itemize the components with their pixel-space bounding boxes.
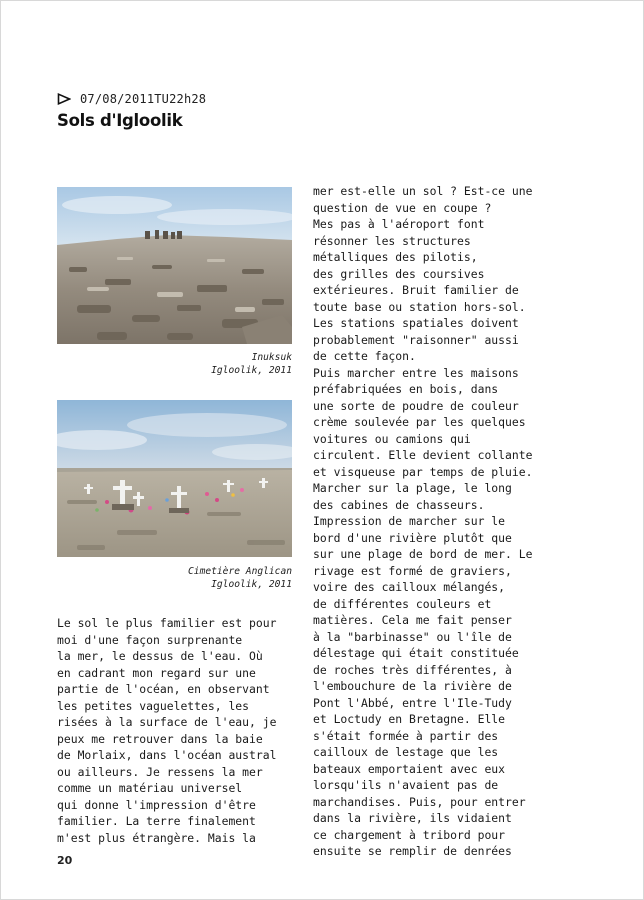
text-line-right: de roches très différentes, à — [313, 662, 512, 677]
text-line-left: familier. La terre finalement — [57, 814, 256, 828]
text-line-right: Puis marcher entre les maisons — [313, 365, 519, 380]
caption-title: Inuksuk — [251, 352, 292, 363]
text-line-right: de cette façon. — [313, 349, 416, 363]
text-line-right: bateaux emportaient avec eux — [313, 761, 506, 776]
text-line-right: délestage qui était constituée — [313, 646, 519, 660]
text-line-right: Pont l'Abbé, entre l'Ile-Tudy — [313, 695, 512, 710]
play-arrow-icon — [57, 93, 71, 105]
text-line-right: une sorte de poudre de couleur — [313, 398, 519, 413]
text-line-left: m'est plus étrangère. Mais la — [57, 830, 256, 845]
text-line-right: résonner les structures — [313, 233, 471, 248]
text-line-right: Impression de marcher sur le — [313, 514, 506, 528]
text-line-left: moi d'une façon surprenante — [57, 632, 243, 647]
text-line-right: Mes pas à l'aéroport font — [313, 217, 485, 231]
cemetery-photo — [57, 400, 292, 557]
text-line-right: ce chargement à tribord pour — [313, 827, 506, 842]
text-line-right: voire des cailloux mélangés, — [313, 580, 506, 594]
text-line-right: l'embouchure de la rivière de — [313, 679, 512, 693]
text-line-left: en cadrant mon regard sur une — [57, 665, 256, 680]
text-line-right: et Loctudy en Bretagne. Elle — [313, 712, 506, 726]
text-line-left: partie de l'océan, en observant — [57, 682, 270, 696]
text-line-right: bord d'une rivière plutôt que — [313, 530, 512, 545]
text-line-left: la mer, le dessus de l'eau. Où — [57, 649, 263, 663]
text-line-right: Marcher sur la plage, le long — [313, 481, 512, 495]
text-line-left: qui donne l'impression d'être — [57, 797, 256, 812]
text-line-right: métalliques des pilotis, — [313, 250, 478, 264]
text-line-left: risées à la surface de l'eau, je — [57, 715, 277, 729]
text-line-right: lorsqu'ils n'avaient pas de — [313, 778, 499, 792]
entry-date: 07/08/2011TU22h28 — [80, 92, 207, 106]
cemetery-caption — [57, 566, 292, 591]
text-line-left: comme un matériau universel — [57, 781, 243, 795]
text-line-right: crème soulevée par les quelques — [313, 415, 526, 429]
text-line-left: ou ailleurs. Je ressens la mer — [57, 764, 263, 779]
text-line-right: préfabriquées en bois, dans — [313, 382, 499, 396]
text-line-right: marchandises. Puis, pour entrer — [313, 794, 526, 809]
body-text-right-column — [313, 183, 532, 860]
caption-place-year: Igloolik, 2011 — [211, 578, 292, 590]
text-line-right: des grilles des coursives — [313, 266, 485, 281]
text-line-right: rivage est formé de graviers, — [313, 563, 512, 578]
body-text-left-column — [57, 615, 276, 846]
text-line-right: ensuite se remplir de denrées — [313, 844, 512, 858]
text-line-left: les petites vaguelettes, les — [57, 698, 250, 713]
page-number: 20 — [57, 854, 73, 867]
text-line-right: Les stations spatiales doivent — [313, 316, 519, 330]
text-line-right: des cabines de chasseurs. — [313, 497, 485, 512]
caption-title: Cimetière Anglican — [188, 566, 292, 577]
text-line-right: sur une plage de bord de mer. Le — [313, 547, 533, 561]
text-line-right: circulent. Elle devient collante — [313, 448, 533, 462]
text-line-right: dans la rivière, ils vidaient — [313, 811, 512, 825]
text-line-right: cailloux de lestage que les — [313, 745, 499, 759]
inuksuk-caption — [57, 352, 292, 377]
text-line-left: Le sol le plus familier est pour — [57, 616, 277, 630]
caption-place-year: Igloolik, 2011 — [211, 364, 292, 376]
text-line-right: de différentes couleurs et — [313, 596, 492, 611]
page-title: Sols d'Igloolik — [57, 111, 183, 130]
text-line-right: probablement "raisonner" aussi — [313, 332, 519, 347]
text-line-right: et visqueuse par temps de pluie. — [313, 464, 533, 479]
text-line-left: de Morlaix, dans l'océan austral — [57, 748, 277, 762]
text-line-right: toute base ou station hors-sol. — [313, 299, 526, 314]
text-line-right: à la "barbinasse" ou l'île de — [313, 629, 512, 644]
text-line-right: matières. Cela me fait penser — [313, 613, 512, 627]
text-line-right: extérieures. Bruit familier de — [313, 283, 519, 297]
text-line-right: mer est-elle un sol ? Est-ce une — [313, 184, 533, 198]
text-line-right: s'était formée à partir des — [313, 728, 499, 743]
inuksuk-photo — [57, 187, 292, 344]
entry-header — [57, 92, 206, 106]
text-line-left: peux me retrouver dans la baie — [57, 731, 263, 746]
text-line-right: voitures ou camions qui — [313, 431, 471, 446]
text-line-right: question de vue en coupe ? — [313, 200, 492, 215]
